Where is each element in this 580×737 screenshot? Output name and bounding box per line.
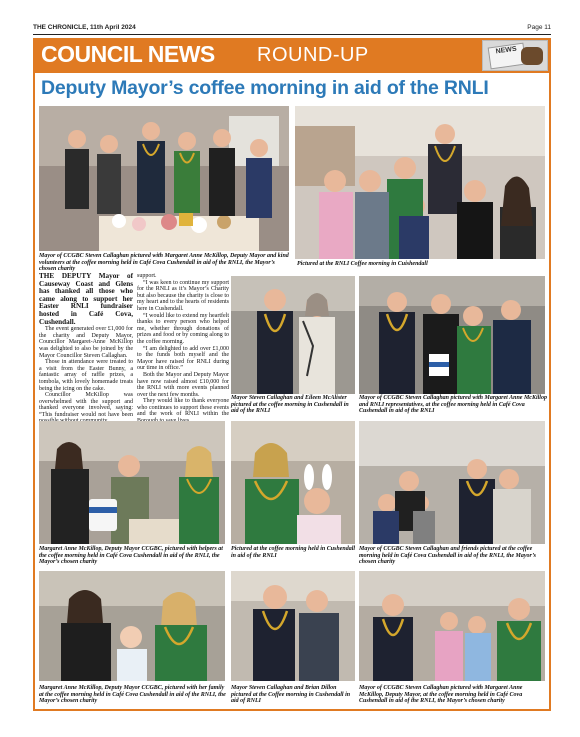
- article-paragraph: “I was keen to continue my support for the RNLI as it’s Mayor’s Charity but also because the charity is close to my heart and to the hearts of residents here in Cushendall.: [137, 279, 229, 312]
- photo-helpers: [39, 421, 225, 544]
- photo-family: [39, 571, 225, 681]
- page-header: [33, 24, 551, 34]
- photo-rnli-reps-image: [359, 276, 545, 394]
- section-title: COUNCIL NEWS: [41, 41, 215, 67]
- headline: Deputy Mayor’s coffee morning in aid of the RNLI: [41, 77, 489, 99]
- caption-9: Mayor Steven Callaghan and Brian Dillon pictured at the Coffee morning in Cushendall in aid of RNLI: [231, 685, 351, 704]
- photo-group-volunteers-image: [39, 106, 289, 251]
- photo-mayor-friends: [359, 421, 545, 544]
- caption-10: Mayor of CCGBC Steven Callaghan pictured with Margaret Anne McKillop, Deputy Mayor, at the coffee morning held in Café Cova Cushendall in aid of the RNLI, the Mayor’s chosen charity: [359, 685, 523, 704]
- publication-date: THE CHRONICLE, 11th April 2024: [33, 24, 136, 31]
- caption-3: Mayor Steven Callaghan and Eileen McAlister pictured at the coffee morning in Cushendall in aid of the RNLI: [231, 395, 349, 414]
- article-paragraph: The event generated over £1,000 for the charity and Deputy Mayor, Councillor Margaret-Anne McKillop was delighted to also be joined by the Mayor Councillor Steven Callaghan.: [39, 326, 133, 359]
- caption-8: Margaret Anne McKillop, Deputy Mayor CCGBC, pictured with her family at the coffee morning held in Café Cova Cushendall in aid of the RNLI, the Mayor’s chosen charity: [39, 685, 226, 704]
- article-paragraph: Both the Mayor and Deputy Mayor have now raised almost £10,000 for the RNLI with more events planned over the next few months.: [137, 371, 229, 398]
- newspaper-icon: NEWS: [488, 43, 527, 70]
- caption-6: Pictured at the coffee morning held in Cushendall in aid of the RNLI: [231, 546, 356, 559]
- photo-mayor-brian-image: [231, 571, 355, 681]
- caption-7: Mayor of CCGBC Steven Callaghan and friends pictured at the coffee morning held in Café Cova Cushendall in aid of the RNLI, the Mayor’s chosen charity: [359, 546, 536, 565]
- photo-group-volunteers: [39, 106, 289, 251]
- caption-4: Mayor of CCGBC Steven Callaghan pictured with Margaret Anne McKillop and RNLI representatives, at the coffee morning held in Café Cova Cushendall in aid of the RNLI: [359, 395, 547, 414]
- photo-mayor-brian: [231, 571, 355, 681]
- caption-5: Margaret Anne McKillop, Deputy Mayor CCGBC, pictured with helpers at the coffee morning held in Café Cova Cushendall in aid of the RNLI, the Mayor’s chosen charity: [39, 546, 223, 565]
- article-column-2: [137, 273, 229, 425]
- page-number: Page 11: [527, 24, 551, 31]
- photo-mayor-deputy-children: [359, 571, 545, 681]
- article-frame: [33, 71, 551, 711]
- article-paragraph: They would like to thank everyone who continues to support these events and the work of RNLI within the: [137, 398, 229, 418]
- photo-easter-bunny-image: [231, 421, 355, 544]
- photo-helpers-image: [39, 421, 225, 544]
- article-paragraph: Councillor McKillop was overwhelmed with the support and thanked everyone involved, saying: “This fundraiser would not have been: [39, 392, 133, 418]
- photo-mayor-deputy-children-image: [359, 571, 545, 681]
- article-paragraph: Those in attendance were treated to a visit from the Easter Bunny, a fantastic array of raffle prizes, a tombola, with lovely homemade treats being the icing on the cake.: [39, 359, 133, 392]
- photo-mayor-friends-image: [359, 421, 545, 544]
- article-lead: THE DEPUTY Mayor of Causeway Coast and Glens has thanked all those who came along to support her Easter RNLI fundraiser hosted in Café Cova, Cushendall.: [39, 272, 133, 326]
- caption-2: Pictured at the RNLI Coffee morning in Cuishendall: [297, 261, 428, 267]
- article-paragraph: “I am delighted to add over £1,000 to the funds both myself and the Mayor have raised for RNLI during our time in office.”: [137, 345, 229, 372]
- article-paragraph: “I would like to extend my heartfelt thanks to every person who helped me, whether through donations of prizes and food or by coming along to the coffee morning.: [137, 312, 229, 345]
- header-rule: [33, 34, 551, 35]
- photo-family-image: [39, 571, 225, 681]
- newspaper-graphic: [482, 40, 548, 71]
- section-subtitle: ROUND-UP: [257, 44, 369, 66]
- photo-rnli-reps: [359, 276, 545, 394]
- photo-kids: [295, 106, 545, 259]
- article-paragraph: support.: [137, 273, 157, 279]
- section-banner: [33, 38, 551, 71]
- article-column-1: [39, 273, 133, 425]
- caption-1: Mayor of CCGBC Steven Callaghan pictured with Margaret Anne McKillop, Deputy Mayor and kind volunteers at the coffee morning held in Café Cova Cushendall in aid of the RNLI, the Mayor’s chosen charity: [39, 253, 289, 272]
- photo-mayor-eileen-image: [231, 276, 355, 394]
- hand-icon: [521, 47, 543, 65]
- photo-kids-image: [295, 106, 545, 259]
- photo-easter-bunny: [231, 421, 355, 544]
- photo-mayor-eileen: [231, 276, 355, 394]
